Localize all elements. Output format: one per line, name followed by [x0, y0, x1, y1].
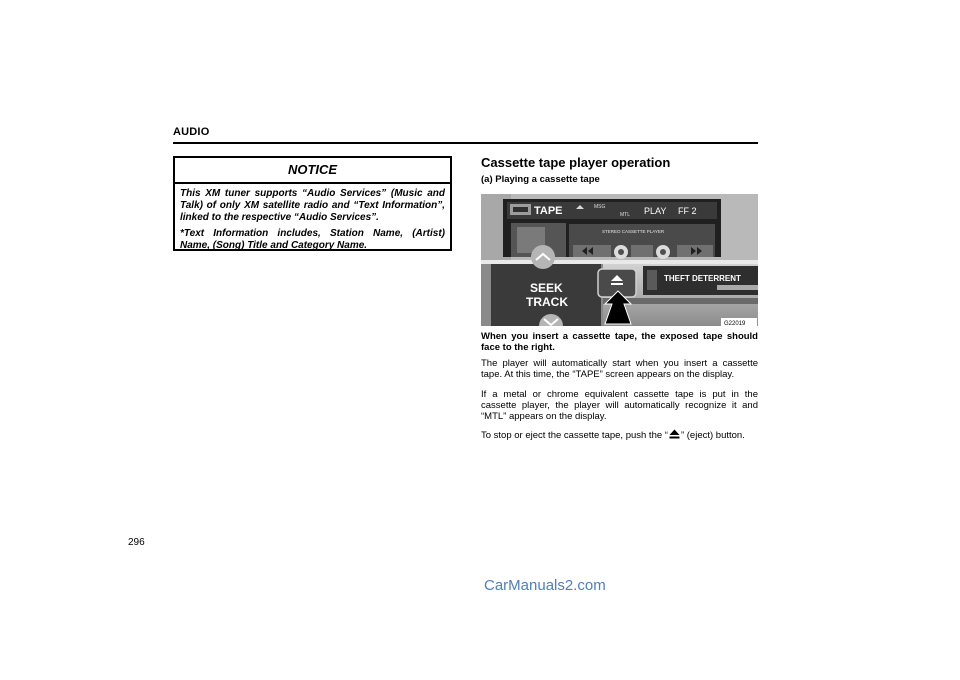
- paragraph-insert-tape: When you insert a cassette tape, the exposed tape should face to the right.: [481, 331, 758, 353]
- notice-paragraph-2: *Text Information includes, Station Name, (Artist) Name, (Song) Title and Category Name.: [180, 228, 445, 251]
- seek-label: SEEK: [530, 281, 563, 295]
- page-number: 296: [128, 537, 145, 548]
- screen-label: TAPE: [534, 205, 563, 217]
- cassette-player-illustration: [481, 194, 758, 326]
- theft-label: THEFT DETERRENT: [664, 274, 741, 283]
- paragraph-auto-start: The player will automatically start when you insert a cassette tape. At this time, the “TAPE” screen appears on the display.: [481, 358, 758, 380]
- mtl-label: MTL: [620, 212, 630, 218]
- status-ff: FF 2: [678, 206, 697, 216]
- subheading: (a) Playing a cassette tape: [481, 174, 600, 185]
- eject-icon: [669, 429, 680, 439]
- seek-up-button: [531, 245, 555, 269]
- panel-title: STEREO CASSETTE PLAYER: [602, 229, 665, 234]
- paragraph-eject: [481, 429, 758, 441]
- notice-title: NOTICE: [287, 162, 338, 177]
- notice-box: [173, 156, 452, 251]
- section-title: AUDIO: [173, 126, 210, 138]
- notice-divider: [175, 182, 450, 184]
- paragraph-eject-before: To stop or eject the cassette tape, push the “: [481, 430, 668, 441]
- header-rule: [173, 142, 758, 144]
- paragraph-eject-after: ” (eject) button.: [680, 430, 745, 441]
- status-play: PLAY: [644, 206, 667, 216]
- figure-code: G22019: [724, 321, 746, 326]
- watermark-link[interactable]: CarManuals2.com: [484, 577, 606, 594]
- track-label: TRACK: [526, 295, 568, 309]
- cassette-player-figure: [481, 194, 758, 326]
- section-heading: Cassette tape player operation: [481, 155, 671, 170]
- mode-label: MSG: [594, 204, 606, 210]
- paragraph-metal-tape: If a metal or chrome equivalent cassette tape is put in the cassette player, the player will automatically recognize it and “MTL” appears on the display.: [481, 389, 758, 422]
- notice-paragraph-1: This XM tuner supports “Audio Services” (Music and Talk) of only XM satellite radio and “Text Information”, linked to the respective “Audio Services”.: [180, 188, 445, 223]
